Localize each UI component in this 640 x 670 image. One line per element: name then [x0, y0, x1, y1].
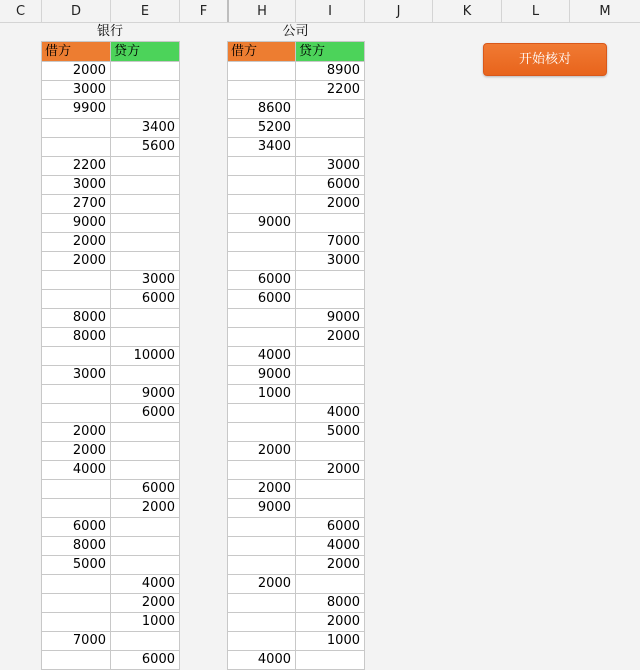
company-debit-cell[interactable]: [228, 176, 296, 195]
company-debit-header[interactable]: 借方: [228, 42, 296, 62]
company-debit-cell[interactable]: 2000: [228, 480, 296, 499]
company-table-row: [228, 518, 365, 537]
company-debit-cell[interactable]: 3400: [228, 138, 296, 157]
company-credit-cell[interactable]: [296, 499, 365, 518]
company-table-row: [228, 499, 365, 518]
bank-debit-cell[interactable]: [42, 385, 111, 404]
company-credit-cell[interactable]: 2200: [296, 81, 365, 100]
bank-credit-cell[interactable]: 6000: [111, 651, 180, 670]
company-credit-cell[interactable]: 7000: [296, 233, 365, 252]
company-debit-cell[interactable]: [228, 518, 296, 537]
company-credit-cell[interactable]: 9000: [296, 309, 365, 328]
bank-table-row: [42, 404, 180, 423]
bank-credit-cell[interactable]: [111, 62, 180, 81]
company-credit-cell[interactable]: [296, 651, 365, 670]
bank-debit-cell[interactable]: [42, 347, 111, 366]
company-credit-cell[interactable]: [296, 442, 365, 461]
company-credit-cell[interactable]: [296, 385, 365, 404]
bank-debit-cell[interactable]: 8000: [42, 328, 111, 347]
bank-credit-cell[interactable]: 9000: [111, 385, 180, 404]
bank-debit-cell[interactable]: [42, 271, 111, 290]
company-table-row: [228, 366, 365, 385]
bank-debit-cell[interactable]: 8000: [42, 309, 111, 328]
company-credit-cell[interactable]: 2000: [296, 328, 365, 347]
bank-table-row: [42, 119, 180, 138]
bank-debit-cell[interactable]: [42, 575, 111, 594]
bank-credit-cell[interactable]: [111, 309, 180, 328]
bank-credit-cell[interactable]: 4000: [111, 575, 180, 594]
bank-credit-cell[interactable]: 2000: [111, 594, 180, 613]
bank-credit-cell[interactable]: [111, 556, 180, 575]
company-credit-cell[interactable]: 1000: [296, 632, 365, 651]
company-credit-cell[interactable]: 3000: [296, 252, 365, 271]
company-table-row: [228, 290, 365, 309]
bank-table-row: [42, 157, 180, 176]
bank-table-row: [42, 461, 180, 480]
company-debit-cell[interactable]: [228, 328, 296, 347]
company-ledger-table: [227, 41, 365, 670]
company-credit-cell[interactable]: [296, 480, 365, 499]
company-credit-cell[interactable]: 2000: [296, 461, 365, 480]
company-table-row: [228, 195, 365, 214]
bank-credit-cell[interactable]: [111, 252, 180, 271]
bank-credit-cell[interactable]: 3000: [111, 271, 180, 290]
bank-table-row: [42, 632, 180, 651]
bank-debit-cell[interactable]: [42, 404, 111, 423]
bank-table-row: [42, 252, 180, 271]
column-header-k[interactable]: K: [432, 0, 501, 22]
company-credit-cell[interactable]: [296, 100, 365, 119]
column-header-h[interactable]: H: [227, 0, 295, 22]
bank-debit-header[interactable]: 借方: [42, 42, 111, 62]
column-header-i[interactable]: I: [295, 0, 364, 22]
bank-credit-cell[interactable]: 6000: [111, 290, 180, 309]
bank-credit-cell[interactable]: [111, 632, 180, 651]
company-debit-cell[interactable]: 9000: [228, 214, 296, 233]
company-credit-cell[interactable]: [296, 271, 365, 290]
company-debit-cell[interactable]: 8600: [228, 100, 296, 119]
bank-table-row: [42, 499, 180, 518]
bank-debit-cell[interactable]: 7000: [42, 632, 111, 651]
start-reconcile-button[interactable]: 开始核对: [483, 43, 607, 76]
bank-debit-cell[interactable]: 3000: [42, 176, 111, 195]
company-table-row: [228, 176, 365, 195]
company-credit-cell[interactable]: 3000: [296, 157, 365, 176]
bank-table-row: [42, 176, 180, 195]
bank-debit-cell[interactable]: [42, 651, 111, 670]
column-header-c[interactable]: C: [15, 4, 26, 19]
bank-credit-cell[interactable]: [111, 176, 180, 195]
bank-table-row: [42, 366, 180, 385]
bank-debit-cell[interactable]: 6000: [42, 518, 111, 537]
company-debit-cell[interactable]: 2000: [228, 442, 296, 461]
company-table-row: [228, 575, 365, 594]
company-debit-cell[interactable]: [228, 613, 296, 632]
bank-credit-cell[interactable]: 6000: [111, 480, 180, 499]
company-table-row: [228, 100, 365, 119]
bank-table-row: [42, 651, 180, 670]
company-debit-cell[interactable]: 2000: [228, 575, 296, 594]
bank-table-row: [42, 100, 180, 119]
bank-credit-cell[interactable]: 5600: [111, 138, 180, 157]
bank-credit-cell[interactable]: [111, 442, 180, 461]
bank-ledger-table: [41, 41, 180, 670]
bank-debit-cell[interactable]: [42, 119, 111, 138]
bank-credit-header[interactable]: 贷方: [111, 42, 180, 62]
company-table-row: [228, 138, 365, 157]
company-title: 公司: [282, 24, 309, 39]
company-credit-cell[interactable]: [296, 290, 365, 309]
company-debit-cell[interactable]: [228, 309, 296, 328]
bank-credit-cell[interactable]: [111, 81, 180, 100]
column-header-j[interactable]: J: [364, 0, 432, 22]
company-table-row: [228, 157, 365, 176]
bank-debit-cell[interactable]: [42, 594, 111, 613]
company-credit-cell[interactable]: 2000: [296, 556, 365, 575]
company-credit-cell[interactable]: 4000: [296, 537, 365, 556]
company-table-row: [228, 271, 365, 290]
company-credit-cell[interactable]: 2000: [296, 195, 365, 214]
column-header-d[interactable]: D: [41, 0, 110, 22]
bank-table-row: [42, 594, 180, 613]
bank-credit-cell[interactable]: [111, 423, 180, 442]
company-debit-cell[interactable]: [228, 404, 296, 423]
company-credit-cell[interactable]: [296, 214, 365, 233]
company-table-row: [228, 62, 365, 81]
company-credit-cell[interactable]: [296, 119, 365, 138]
company-table-row: [228, 385, 365, 404]
bank-table-row: [42, 271, 180, 290]
company-debit-cell[interactable]: [228, 62, 296, 81]
bank-table-row: [42, 138, 180, 157]
company-table-row: [228, 404, 365, 423]
company-table-row: [228, 81, 365, 100]
company-table-row: [228, 423, 365, 442]
bank-debit-cell[interactable]: 2200: [42, 157, 111, 176]
company-debit-cell[interactable]: 6000: [228, 271, 296, 290]
bank-table-row: [42, 518, 180, 537]
bank-debit-cell[interactable]: 2000: [42, 233, 111, 252]
bank-credit-cell[interactable]: [111, 100, 180, 119]
bank-table-row: [42, 442, 180, 461]
company-credit-cell[interactable]: 5000: [296, 423, 365, 442]
company-debit-cell[interactable]: [228, 252, 296, 271]
company-table-row: [228, 328, 365, 347]
bank-credit-cell[interactable]: [111, 233, 180, 252]
company-table-row: [228, 651, 365, 670]
bank-debit-cell[interactable]: 2000: [42, 252, 111, 271]
company-credit-header[interactable]: 贷方: [296, 42, 365, 62]
bank-table-row: [42, 81, 180, 100]
company-debit-cell[interactable]: [228, 195, 296, 214]
company-debit-cell[interactable]: 6000: [228, 290, 296, 309]
company-table-row: [228, 214, 365, 233]
company-table-row: [228, 461, 365, 480]
company-table-row: [228, 632, 365, 651]
column-header-e[interactable]: E: [110, 0, 179, 22]
company-debit-cell[interactable]: [228, 233, 296, 252]
bank-debit-cell[interactable]: 3000: [42, 366, 111, 385]
bank-debit-cell[interactable]: 2000: [42, 423, 111, 442]
bank-table-row: [42, 195, 180, 214]
bank-table-row: [42, 480, 180, 499]
bank-table-row: [42, 385, 180, 404]
company-debit-cell[interactable]: [228, 594, 296, 613]
bank-debit-cell[interactable]: 9000: [42, 214, 111, 233]
bank-credit-cell[interactable]: [111, 157, 180, 176]
company-credit-cell[interactable]: 6000: [296, 176, 365, 195]
bank-credit-cell[interactable]: [111, 537, 180, 556]
bank-credit-cell[interactable]: [111, 366, 180, 385]
company-table-row: [228, 347, 365, 366]
company-table-row: [228, 442, 365, 461]
bank-table-row: [42, 328, 180, 347]
company-credit-cell[interactable]: 8900: [296, 62, 365, 81]
company-debit-cell[interactable]: [228, 157, 296, 176]
company-credit-cell[interactable]: 6000: [296, 518, 365, 537]
bank-credit-cell[interactable]: 6000: [111, 404, 180, 423]
bank-credit-cell[interactable]: 2000: [111, 499, 180, 518]
bank-table-row: [42, 537, 180, 556]
company-credit-cell[interactable]: 4000: [296, 404, 365, 423]
company-debit-cell[interactable]: [228, 632, 296, 651]
bank-credit-cell[interactable]: [111, 518, 180, 537]
bank-debit-cell[interactable]: 4000: [42, 461, 111, 480]
bank-table-row: [42, 575, 180, 594]
bank-table-row: [42, 613, 180, 632]
company-table-row: [228, 309, 365, 328]
company-table-row: [228, 537, 365, 556]
company-debit-cell[interactable]: 4000: [228, 347, 296, 366]
company-table-row: [228, 233, 365, 252]
bank-table-row: [42, 309, 180, 328]
company-debit-cell[interactable]: 9000: [228, 499, 296, 518]
company-credit-cell[interactable]: [296, 366, 365, 385]
company-debit-cell[interactable]: 1000: [228, 385, 296, 404]
company-table-row: [228, 252, 365, 271]
bank-debit-cell[interactable]: 2700: [42, 195, 111, 214]
company-credit-cell[interactable]: [296, 138, 365, 157]
bank-debit-cell[interactable]: [42, 290, 111, 309]
company-credit-cell[interactable]: 2000: [296, 613, 365, 632]
company-credit-cell[interactable]: [296, 575, 365, 594]
company-credit-cell[interactable]: 8000: [296, 594, 365, 613]
company-debit-cell[interactable]: [228, 81, 296, 100]
bank-debit-cell[interactable]: 2000: [42, 442, 111, 461]
bank-debit-cell[interactable]: 5000: [42, 556, 111, 575]
bank-debit-cell[interactable]: 9900: [42, 100, 111, 119]
bank-credit-cell[interactable]: [111, 461, 180, 480]
bank-credit-cell[interactable]: [111, 214, 180, 233]
bank-table-row: [42, 423, 180, 442]
company-debit-cell[interactable]: 9000: [228, 366, 296, 385]
company-credit-cell[interactable]: [296, 347, 365, 366]
bank-credit-cell[interactable]: 3400: [111, 119, 180, 138]
company-table-row: [228, 613, 365, 632]
column-header-f[interactable]: F: [179, 0, 227, 22]
company-debit-cell[interactable]: 4000: [228, 651, 296, 670]
company-debit-cell[interactable]: [228, 537, 296, 556]
bank-debit-cell[interactable]: [42, 480, 111, 499]
company-debit-cell[interactable]: 5200: [228, 119, 296, 138]
column-header-m[interactable]: M: [569, 0, 640, 22]
column-header-l[interactable]: L: [501, 0, 569, 22]
bank-table-row: [42, 62, 180, 81]
company-table-row: [228, 119, 365, 138]
bank-table-row: [42, 290, 180, 309]
bank-table-row: [42, 214, 180, 233]
bank-debit-cell[interactable]: [42, 499, 111, 518]
bank-debit-cell[interactable]: 8000: [42, 537, 111, 556]
bank-table-row: [42, 347, 180, 366]
company-debit-cell[interactable]: [228, 461, 296, 480]
bank-debit-cell[interactable]: [42, 613, 111, 632]
bank-debit-cell[interactable]: [42, 138, 111, 157]
company-table-row: [228, 594, 365, 613]
company-debit-cell[interactable]: [228, 423, 296, 442]
column-header-bar: [0, 0, 640, 23]
company-debit-cell[interactable]: [228, 556, 296, 575]
bank-table-row: [42, 556, 180, 575]
bank-credit-cell[interactable]: [111, 328, 180, 347]
bank-debit-cell[interactable]: 3000: [42, 81, 111, 100]
bank-debit-cell[interactable]: 2000: [42, 62, 111, 81]
bank-table-row: [42, 233, 180, 252]
company-table-row: [228, 480, 365, 499]
bank-credit-cell[interactable]: [111, 195, 180, 214]
bank-title: 银行: [96, 24, 123, 39]
bank-credit-cell[interactable]: 10000: [111, 347, 180, 366]
bank-credit-cell[interactable]: 1000: [111, 613, 180, 632]
company-table-row: [228, 556, 365, 575]
